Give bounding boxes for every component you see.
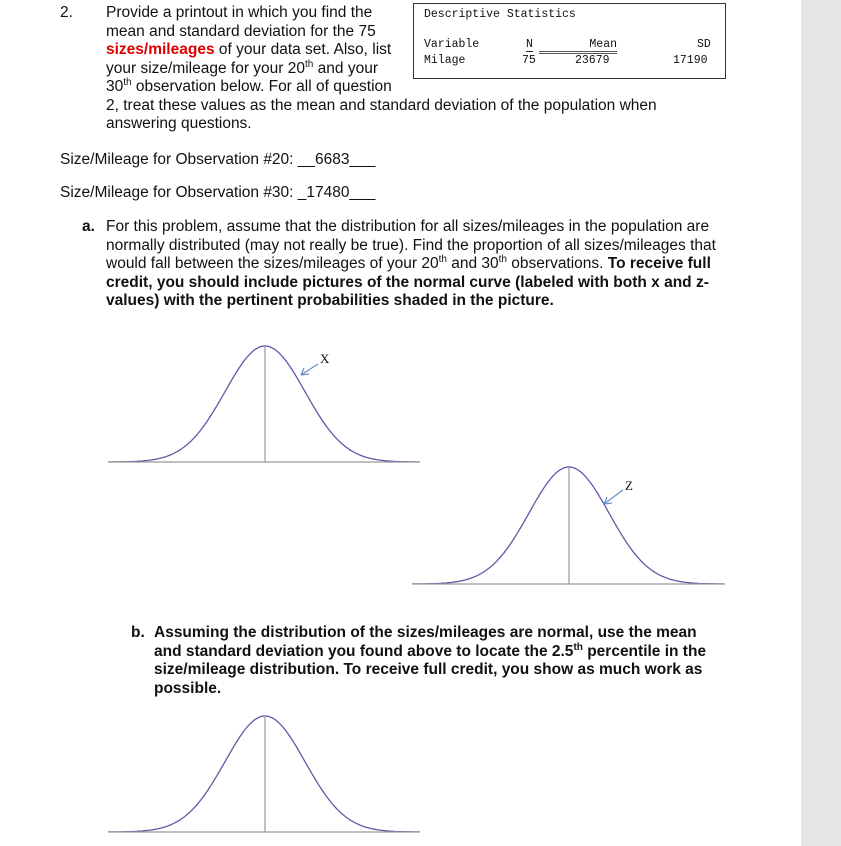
curve-z-path bbox=[412, 467, 724, 584]
part-b-line-3: size/mileage distribution. To receive full credit, you show as much work as bbox=[154, 661, 703, 678]
normal-curve-percentile bbox=[108, 716, 420, 832]
curve-b-path bbox=[108, 716, 420, 832]
page-scrollbar[interactable] bbox=[801, 0, 841, 846]
observation-30-value: _17480___ bbox=[297, 184, 376, 201]
part-a-line-5: values) with the pertinent probabilities shaded in the picture. bbox=[106, 292, 554, 309]
normal-curve-z bbox=[412, 467, 725, 584]
intro-line-7: answering questions. bbox=[106, 115, 252, 132]
stats-row-n: 75 bbox=[522, 54, 536, 67]
part-a-label: a. bbox=[82, 218, 95, 235]
part-a-line-2: normally distributed (may not really be true). Find the proportion of all sizes/mileages that bbox=[106, 236, 716, 254]
intro-line-4-tail: and your bbox=[313, 59, 378, 77]
observation-20-label: Size/Mileage for Observation #20: bbox=[60, 151, 294, 168]
stats-row-variable: Milage bbox=[424, 54, 466, 67]
intro-sup-th-1: th bbox=[305, 58, 314, 70]
part-a-line-4: credit, you should include pictures of the normal curve (labeled with both x and z- bbox=[106, 273, 709, 291]
intro-line-2: mean and standard deviation for the 75 bbox=[106, 22, 376, 40]
part-a-line-3-mid: and 30 bbox=[446, 255, 499, 272]
curve-x-label: X bbox=[320, 351, 330, 366]
stats-row-sd: 17190 bbox=[673, 54, 708, 67]
intro-line-3-text: of your data set. Also, list bbox=[218, 41, 392, 58]
observation-30-label: Size/Mileage for Observation #30: bbox=[60, 184, 294, 201]
stats-row-mean: 23679 bbox=[575, 54, 610, 67]
part-b-line-2-text: and standard deviation you found above to locate the 2.5 bbox=[154, 642, 574, 660]
part-a-line-3-after: observations. bbox=[506, 255, 608, 272]
stats-header-n: N bbox=[526, 38, 533, 51]
part-a-sup-th-1: th bbox=[438, 253, 447, 265]
normal-curve-x bbox=[108, 346, 420, 462]
intro-line-5-text: observation below. For all of question bbox=[131, 78, 392, 95]
curve-z-label: Z bbox=[625, 478, 633, 493]
intro-line-4-text: your size/mileage for your 20 bbox=[106, 59, 306, 77]
stats-title: Descriptive Statistics bbox=[424, 8, 576, 21]
stats-header-mean: Mean bbox=[539, 38, 617, 54]
curve-x-path bbox=[108, 346, 420, 462]
part-b-label: b. bbox=[131, 624, 145, 641]
part-b-line-4: possible. bbox=[154, 679, 222, 697]
observation-20-value: __6683___ bbox=[297, 151, 376, 168]
part-a-line-3-text: would fall between the sizes/mileages of your 20 bbox=[106, 255, 439, 272]
part-a-sup-th-2: th bbox=[498, 253, 507, 265]
question-number: 2. bbox=[60, 4, 73, 21]
part-b-line-2 bbox=[154, 643, 706, 662]
highlight-sizes-mileages: sizes/mileages bbox=[106, 41, 215, 58]
stats-header-variable: Variable bbox=[424, 38, 480, 51]
intro-line-5-num: 30 bbox=[106, 78, 124, 95]
part-b-sup-th: th bbox=[573, 641, 583, 653]
intro-line-1: Provide a printout in which you find the bbox=[106, 4, 373, 21]
part-a-line-3-bold: To receive full bbox=[607, 255, 711, 272]
stats-header-sd: SD bbox=[697, 38, 711, 51]
part-b-line-2-tail: percentile in the bbox=[582, 642, 707, 660]
part-a-line-1: For this problem, assume that the distribution for all sizes/mileages in the population are bbox=[106, 218, 710, 235]
part-b-line-1: Assuming the distribution of the sizes/mileages are normal, use the mean bbox=[154, 624, 697, 641]
intro-sup-th-2: th bbox=[123, 76, 132, 88]
intro-line-6: 2, treat these values as the mean and standard deviation of the population when bbox=[106, 96, 657, 114]
